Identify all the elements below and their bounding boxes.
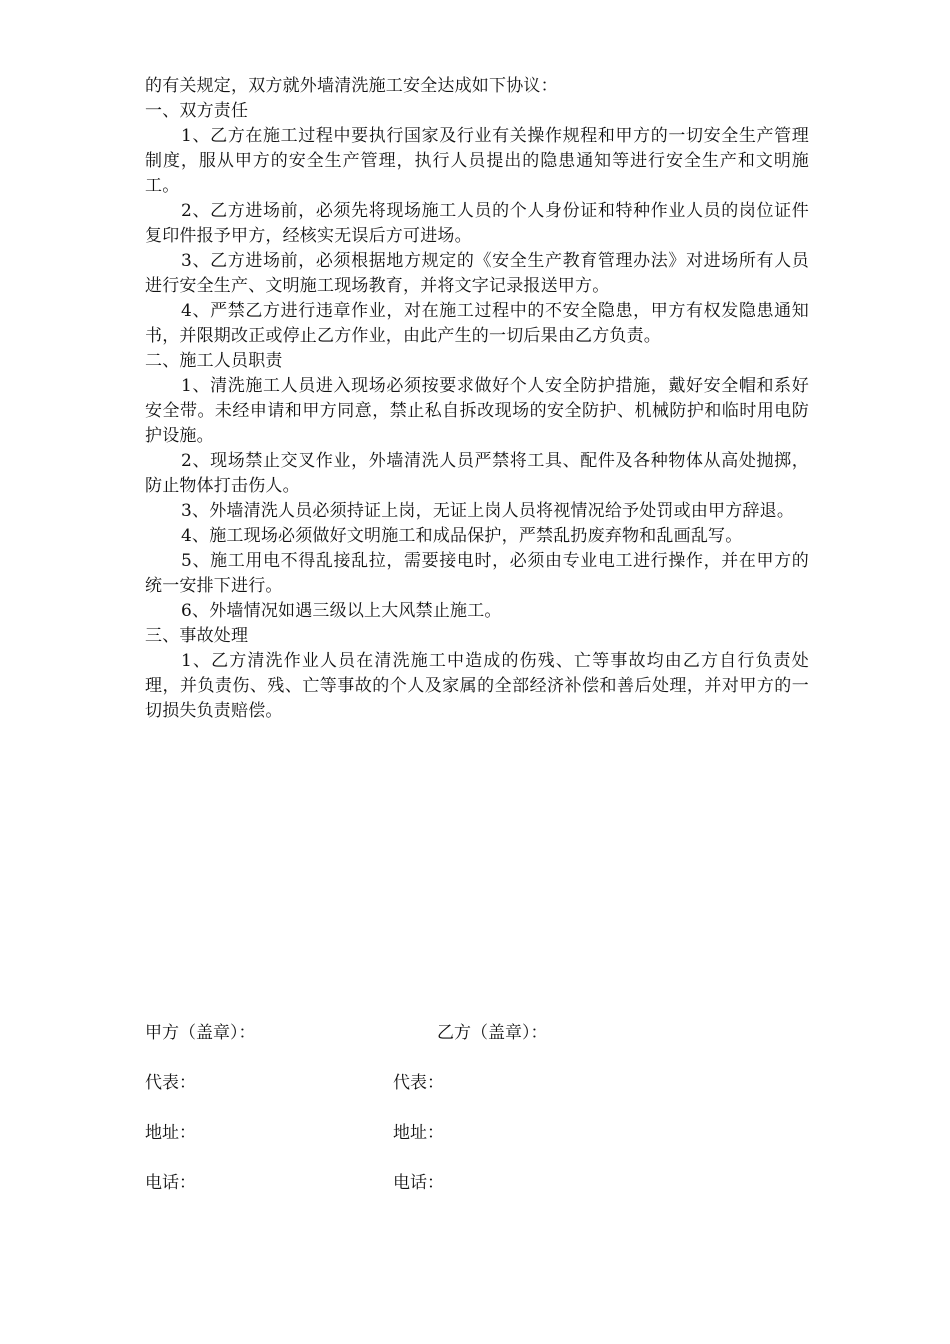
clause-1-4: 4、严禁乙方进行违章作业，对在施工过程中的不安全隐患，甲方有权发隐患通知书，并限期改正或停止乙方作业，由此产生的一切后果由乙方负责。 (145, 301, 809, 346)
section-heading-responsibilities: 一、双方责任 (145, 101, 249, 121)
party-a-phone: 电话： (145, 1173, 196, 1193)
party-b-phone: 电话： (393, 1173, 444, 1193)
clause-1-1: 1、乙方在施工过程中要执行国家及行业有关操作规程和甲方的一切安全生产管理制度，服从甲方的安全生产管理，执行人员提出的隐患通知等进行安全生产和文明施工。 (145, 126, 809, 196)
party-b-seal: 乙方（盖章）： (437, 1023, 548, 1043)
clause-2-2: 2、现场禁止交叉作业，外墙清洗人员严禁将工具、配件及各种物体从高处抛掷，防止物体打击伤人。 (145, 451, 809, 496)
clause-3-1: 1、乙方清洗作业人员在清洗施工中造成的伤残、亡等事故均由乙方自行负责处理，并负责伤、残、亡等事故的个人及家属的全部经济补偿和善后处理，并对甲方的一切损失负责赔偿。 (145, 651, 809, 721)
clause-2-6: 6、外墙情况如遇三级以上大风禁止施工。 (181, 601, 502, 621)
party-b-address: 地址： (393, 1123, 444, 1143)
party-a-address: 地址： (145, 1123, 196, 1143)
clause-2-1: 1、清洗施工人员进入现场必须按要求做好个人安全防护措施，戴好安全帽和系好安全带。未经申请和甲方同意，禁止私自拆改现场的安全防护、机械防护和临时用电防护设施。 (145, 376, 809, 446)
section-heading-staff-duties: 二、施工人员职责 (145, 351, 283, 371)
section-heading-accident-handling: 三、事故处理 (145, 626, 249, 646)
agreement-body (145, 74, 809, 724)
clause-2-5: 5、施工用电不得乱接乱拉，需要接电时，必须由专业电工进行操作，并在甲方的统一安排下进行。 (145, 551, 809, 596)
clause-1-3: 3、乙方进场前，必须根据地方规定的《安全生产教育管理办法》对进场所有人员进行安全生产、文明施工现场教育，并将文字记录报送甲方。 (145, 251, 809, 296)
party-b-representative: 代表： (393, 1073, 444, 1093)
clause-2-4: 4、施工现场必须做好文明施工和成品保护，严禁乱扔废弃物和乱画乱写。 (181, 526, 743, 546)
clause-1-2: 2、乙方进场前，必须先将现场施工人员的个人身份证和特种作业人员的岗位证件复印件报予甲方，经核实无误后方可进场。 (145, 201, 809, 246)
intro-text: 的有关规定，双方就外墙清洗施工安全达成如下协议： (145, 76, 558, 96)
party-a-representative: 代表： (145, 1073, 196, 1093)
party-a-seal: 甲方（盖章）： (145, 1023, 256, 1043)
clause-2-3: 3、外墙清洗人员必须持证上岗，无证上岗人员将视情况给予处罚或由甲方辞退。 (181, 501, 795, 521)
